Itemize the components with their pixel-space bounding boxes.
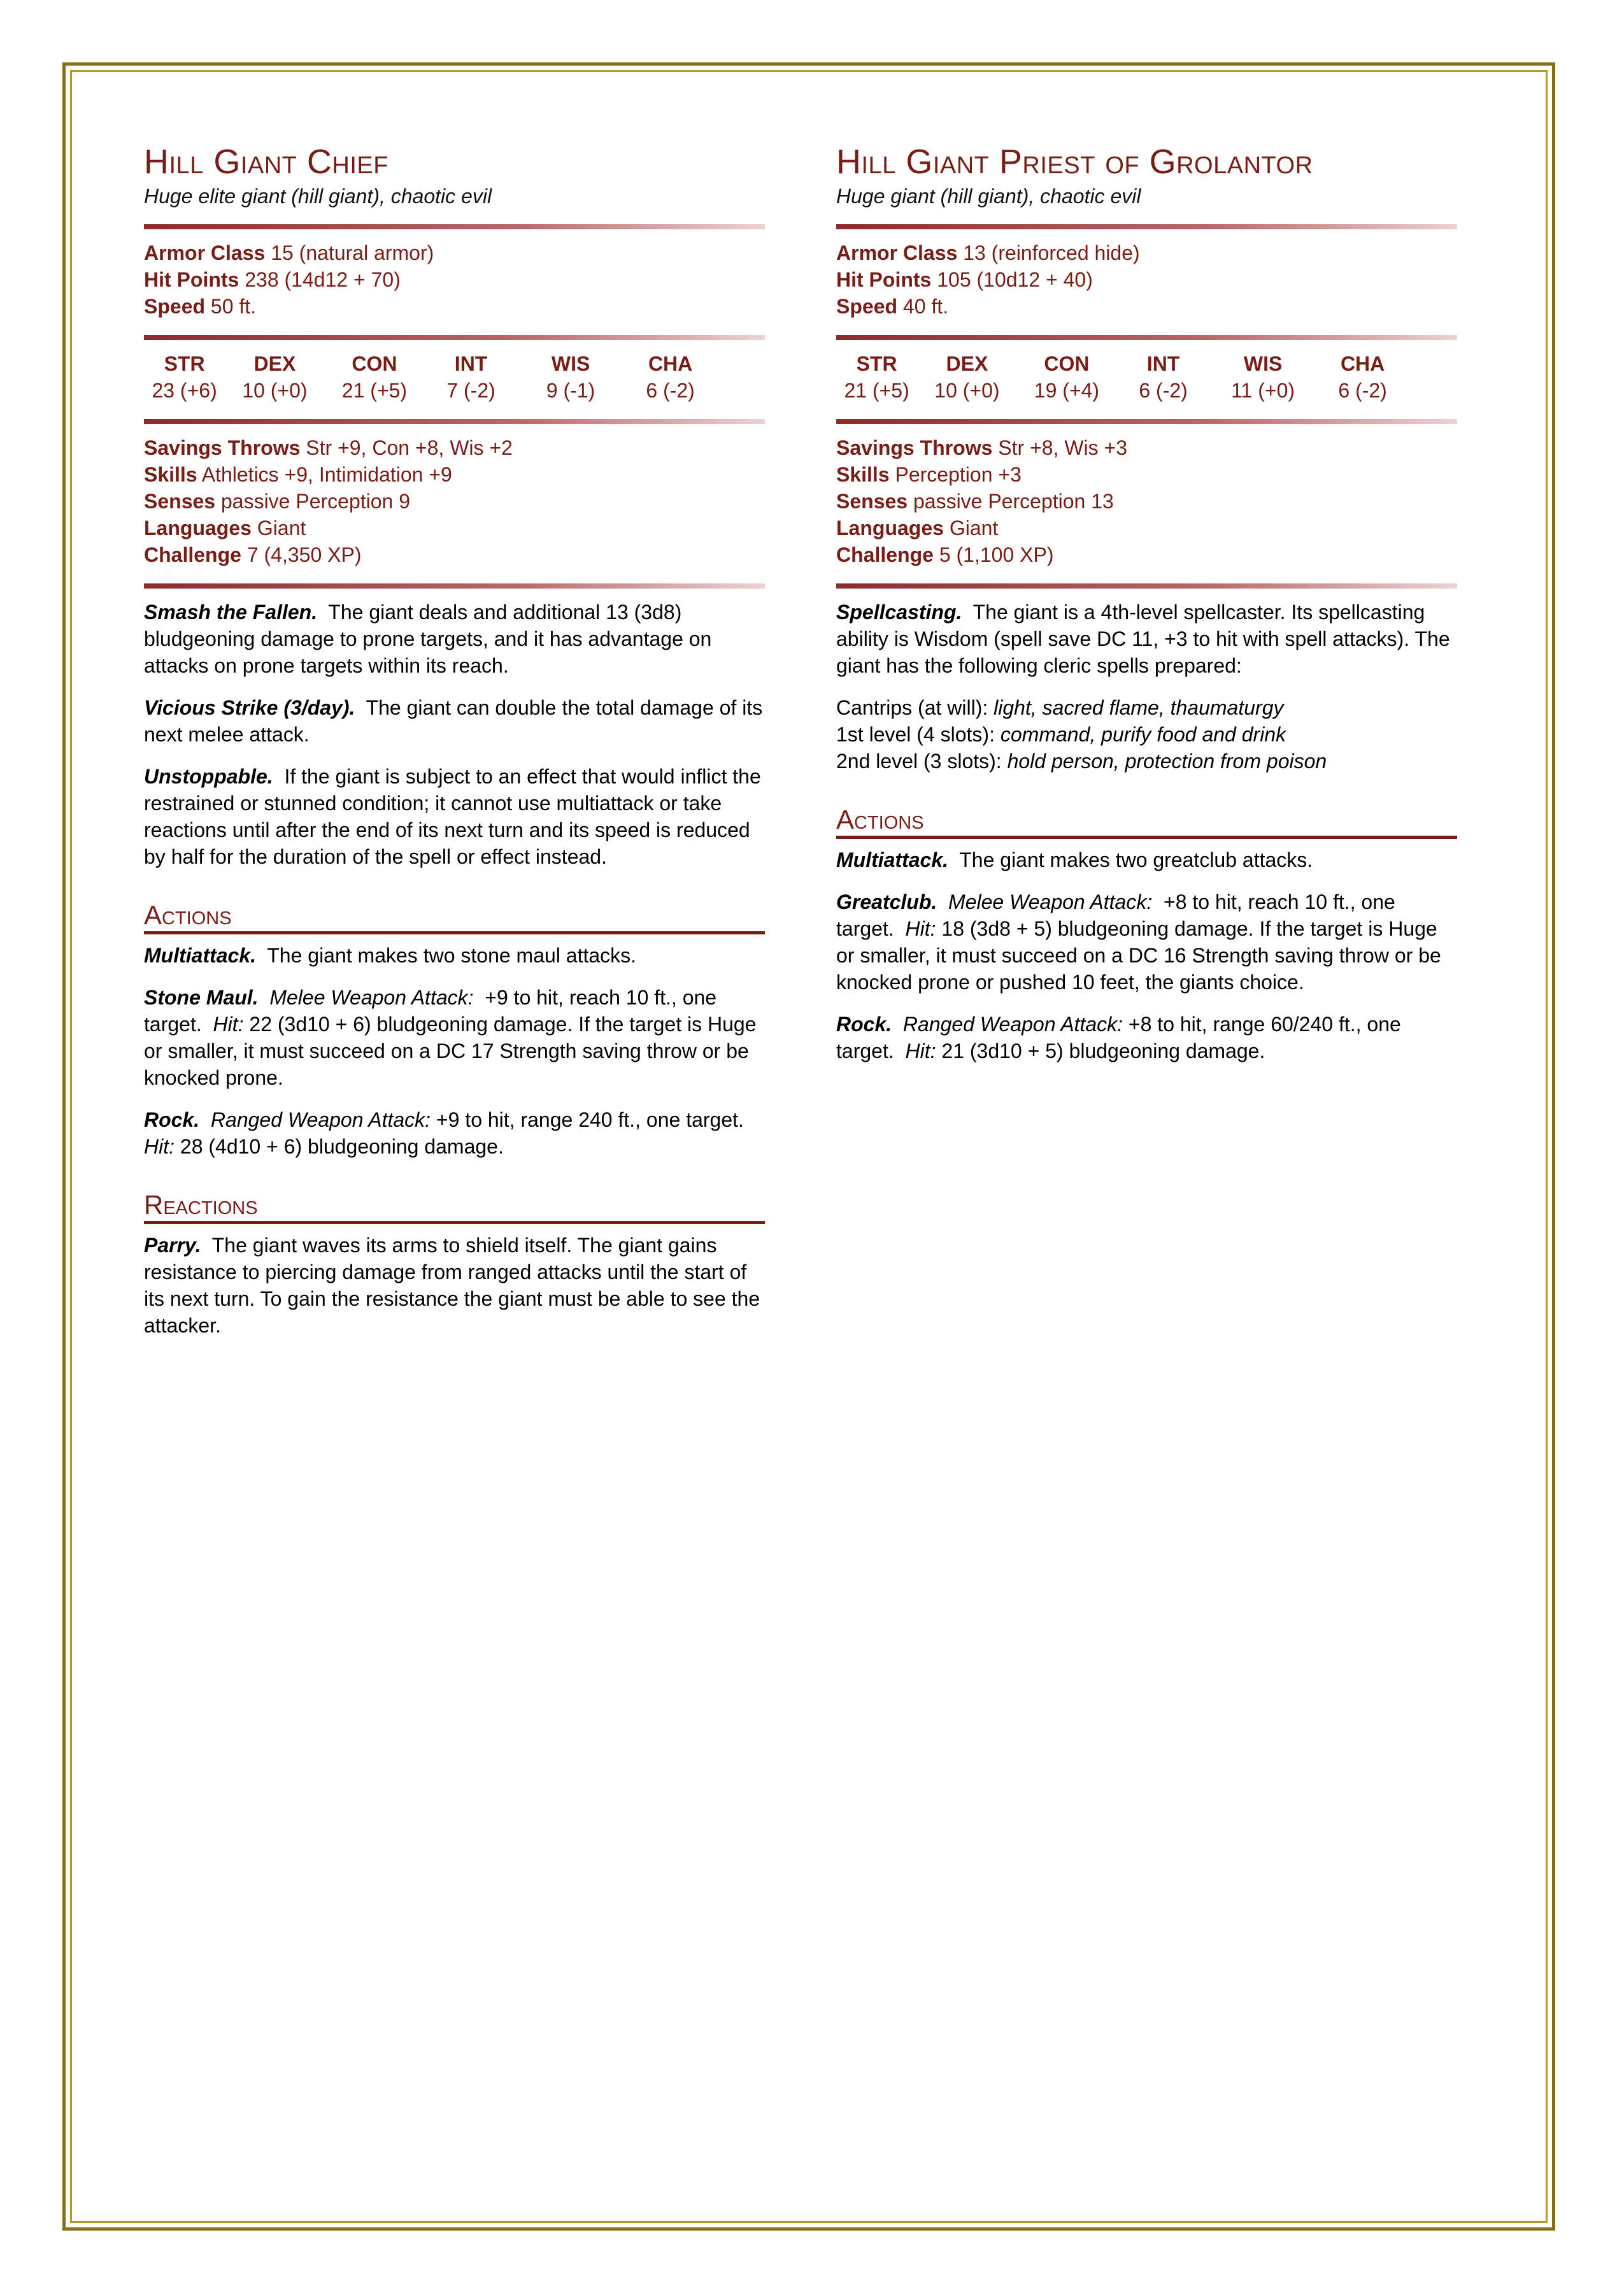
spell-names: command, purify food and drink: [1000, 723, 1286, 746]
attack-text: +9 to hit, reach 10 ft., one target.: [144, 986, 717, 1036]
languages-value: Giant: [949, 517, 999, 539]
saving-throws: [144, 434, 765, 461]
attack-type: Melee Weapon Attack:: [948, 890, 1153, 913]
ability-int: [1116, 350, 1210, 404]
senses: [144, 488, 765, 515]
armor-class: [836, 239, 1457, 266]
trait-spellcasting: [836, 599, 1457, 679]
attack-type: Ranged Weapon Attack:: [210, 1108, 431, 1131]
monster-type: Huge giant (hill giant), chaotic evil: [836, 185, 1141, 208]
ability-name: STR: [856, 352, 897, 375]
armor-class-value: 15 (natural armor): [271, 241, 434, 264]
hit-text: 18 (3d8 + 5) bludgeoning damage. If the target is Huge or smaller, it must succeed on a DC 16 Strength saving throw or be knocked prone or pushed 10 feet, the giants choice.: [836, 917, 1441, 994]
action-multiattack: [144, 942, 765, 969]
trait-unstoppable: [144, 763, 765, 870]
reaction-parry: [144, 1232, 765, 1339]
saving-throws-label: Savings Throws: [144, 436, 301, 459]
speed-value: 50 ft.: [210, 295, 257, 318]
action-title: Multiattack.: [144, 944, 257, 967]
trait-title: Vicious Strike (3/day).: [144, 696, 355, 719]
ability-str: [144, 350, 225, 404]
ability-scores: [836, 350, 1409, 404]
ability-name: DEX: [946, 352, 988, 375]
challenge: [836, 541, 1457, 568]
stat-block-hill-giant-chief: [144, 141, 765, 1354]
hit-text: 22 (3d10 + 6) bludgeoning damage. If the target is Huge or smaller, it must succeed on a DC 17 Strength saving throw or be knocked prone.: [144, 1013, 757, 1089]
spell-list-cantrips: [836, 694, 1457, 721]
divider: [836, 583, 1457, 589]
ability-dex: [917, 350, 1017, 404]
ability-value: 6 (-2): [1338, 379, 1387, 402]
trait-smash-the-fallen: [144, 599, 765, 679]
armor-class-label: Armor Class: [836, 241, 958, 264]
hit-label: Hit:: [905, 917, 936, 940]
spell-names: hold person, protection from poison: [1007, 750, 1327, 773]
speed: [144, 293, 765, 320]
action-text: The giant makes two greatclub attacks.: [959, 848, 1313, 871]
spell-names: light, sacred flame, thaumaturgy: [994, 696, 1284, 719]
skills-value: Perception +3: [895, 463, 1022, 486]
speed-label: Speed: [836, 295, 898, 318]
senses-label: Senses: [836, 490, 908, 513]
saving-throws-label: Savings Throws: [836, 436, 993, 459]
divider: [144, 335, 765, 340]
ability-name: CON: [352, 352, 397, 375]
reaction-title: Parry.: [144, 1234, 201, 1257]
ability-value: 6 (-2): [646, 379, 695, 402]
ability-name: WIS: [1243, 352, 1283, 375]
armor-class: [144, 239, 765, 266]
ability-dex: [225, 350, 325, 404]
hit-points-label: Hit Points: [144, 268, 239, 291]
armor-class-label: Armor Class: [144, 241, 266, 264]
attack-text: +8 to hit, reach 10 ft., one target.: [836, 890, 1395, 940]
action-title: Multiattack.: [836, 848, 949, 871]
challenge-label: Challenge: [836, 543, 934, 566]
languages: [144, 515, 765, 541]
attack-type: Melee Weapon Attack:: [269, 986, 474, 1009]
hit-points-value: 238 (14d12 + 70): [245, 268, 401, 291]
monster-name: Hill Giant Priest of Grolantor: [836, 143, 1313, 181]
hit-label: Hit:: [144, 1135, 175, 1158]
attack-type: Ranged Weapon Attack:: [902, 1013, 1123, 1036]
ability-value: 7 (-2): [446, 379, 495, 402]
attack-text: +8 to hit, range 60/240 ft., one target.: [836, 1013, 1401, 1062]
ability-int: [424, 350, 518, 404]
divider: [144, 224, 765, 229]
hit-text: 21 (3d10 + 5) bludgeoning damage.: [941, 1039, 1265, 1062]
ability-wis: [518, 350, 623, 404]
ability-value: 23 (+6): [152, 379, 217, 402]
hit-points: [144, 266, 765, 293]
speed: [836, 293, 1457, 320]
ability-cha: [1316, 350, 1409, 404]
ability-cha: [623, 350, 717, 404]
ability-value: 9 (-1): [546, 379, 595, 402]
ability-value: 10 (+0): [934, 379, 1000, 402]
ability-value: 11 (+0): [1231, 379, 1295, 402]
senses-label: Senses: [144, 490, 216, 513]
languages-label: Languages: [144, 517, 252, 539]
trait-text: The giant deals and additional 13 (3d8) bludgeoning damage to prone targets, and it has advantage on attacks on prone targets within its reach.: [144, 601, 712, 677]
action-stone-maul: [144, 984, 765, 1091]
monster-name: Hill Giant Chief: [144, 143, 388, 181]
armor-class-value: 13 (reinforced hide): [963, 241, 1140, 264]
challenge: [144, 541, 765, 568]
trait-vicious-strike: [144, 694, 765, 748]
hit-text: 28 (4d10 + 6) bludgeoning damage.: [180, 1135, 504, 1158]
divider: [836, 335, 1457, 340]
speed-label: Speed: [144, 295, 206, 318]
challenge-value: 5 (1,100 XP): [939, 543, 1054, 566]
challenge-label: Challenge: [144, 543, 241, 566]
languages-value: Giant: [257, 517, 306, 539]
action-title: Greatclub.: [836, 890, 937, 913]
saving-throws: [836, 434, 1457, 461]
ability-con: [1017, 350, 1117, 404]
action-rock: [144, 1106, 765, 1160]
action-title: Stone Maul.: [144, 986, 259, 1009]
spell-list-1st: [836, 721, 1457, 748]
attack-text: +9 to hit, range 240 ft., one target.: [436, 1108, 744, 1131]
languages: [836, 515, 1457, 541]
trait-title: Unstoppable.: [144, 765, 273, 788]
action-title: Rock.: [144, 1108, 200, 1131]
ability-wis: [1210, 350, 1316, 404]
divider: [836, 419, 1457, 424]
spell-level: 2nd level (3 slots):: [836, 750, 1002, 773]
skills-value: Athletics +9, Intimidation +9: [201, 463, 452, 486]
monster-type: Huge elite giant (hill giant), chaotic evil: [144, 185, 492, 208]
ability-name: CHA: [648, 352, 693, 375]
ability-value: 6 (-2): [1139, 379, 1188, 402]
reactions-heading: Reactions: [144, 1189, 765, 1224]
ability-str: [836, 350, 917, 404]
action-greatclub: [836, 889, 1457, 996]
saving-throws-value: Str +8, Wis +3: [998, 436, 1128, 459]
ability-name: STR: [164, 352, 205, 375]
hit-points: [836, 266, 1457, 293]
hit-label: Hit:: [213, 1013, 244, 1036]
ability-value: 21 (+5): [341, 379, 408, 402]
stat-block-hill-giant-priest: [836, 141, 1457, 1080]
actions-heading: Actions: [144, 899, 765, 934]
action-title: Rock.: [836, 1013, 892, 1036]
spell-level: 1st level (4 slots):: [836, 723, 995, 746]
ability-name: DEX: [253, 352, 296, 375]
action-rock: [836, 1011, 1457, 1064]
saving-throws-value: Str +9, Con +8, Wis +2: [306, 436, 513, 459]
ability-name: CON: [1044, 352, 1090, 375]
senses: [836, 488, 1457, 515]
senses-value: passive Perception 9: [220, 490, 411, 513]
divider: [144, 583, 765, 589]
ability-name: CHA: [1340, 352, 1385, 375]
challenge-value: 7 (4,350 XP): [246, 543, 362, 566]
spell-list-2nd: [836, 748, 1457, 775]
skills: [836, 461, 1457, 488]
ability-value: 19 (+4): [1034, 379, 1100, 402]
hit-points-label: Hit Points: [836, 268, 932, 291]
ability-con: [325, 350, 425, 404]
ability-value: 21 (+5): [844, 379, 909, 402]
skills-label: Skills: [836, 463, 890, 486]
ability-name: WIS: [551, 352, 590, 375]
hit-label: Hit:: [905, 1039, 936, 1062]
reaction-text: The giant waves its arms to shield itself. The giant gains resistance to piercing damage from ranged attacks until the start of its next turn. To gain the resistance the giant must be able to see the attacker.: [144, 1234, 760, 1337]
trait-title: Smash the Fallen.: [144, 601, 318, 624]
trait-title: Spellcasting.: [836, 601, 962, 624]
actions-heading: Actions: [836, 804, 1457, 839]
skills: [144, 461, 765, 488]
action-multiattack: [836, 846, 1457, 873]
ability-scores: [144, 350, 717, 404]
divider: [144, 419, 765, 424]
languages-label: Languages: [836, 517, 944, 539]
senses-value: passive Perception 13: [913, 490, 1114, 513]
divider: [836, 224, 1457, 229]
trait-text: If the giant is subject to an effect that would inflict the restrained or stunned condition; it cannot use multiattack or take reactions until after the end of its next turn and its speed is reduced by half for the duration of the spell or effect instead.: [144, 765, 761, 868]
trait-text: The giant is a 4th-level spellcaster. Its spellcasting ability is Wisdom (spell save DC 11, +3 to hit with spell attacks). The giant has the following cleric spells prepared:: [836, 601, 1450, 677]
hit-points-value: 105 (10d12 + 40): [937, 268, 1093, 291]
ability-name: INT: [454, 352, 488, 375]
ability-name: INT: [1146, 352, 1180, 375]
speed-value: 40 ft.: [902, 295, 949, 318]
skills-label: Skills: [144, 463, 197, 486]
action-text: The giant makes two stone maul attacks.: [267, 944, 637, 967]
ability-value: 10 (+0): [242, 379, 308, 402]
trait-text: The giant can double the total damage of its next melee attack.: [144, 696, 763, 746]
spell-level: Cantrips (at will):: [836, 696, 988, 719]
